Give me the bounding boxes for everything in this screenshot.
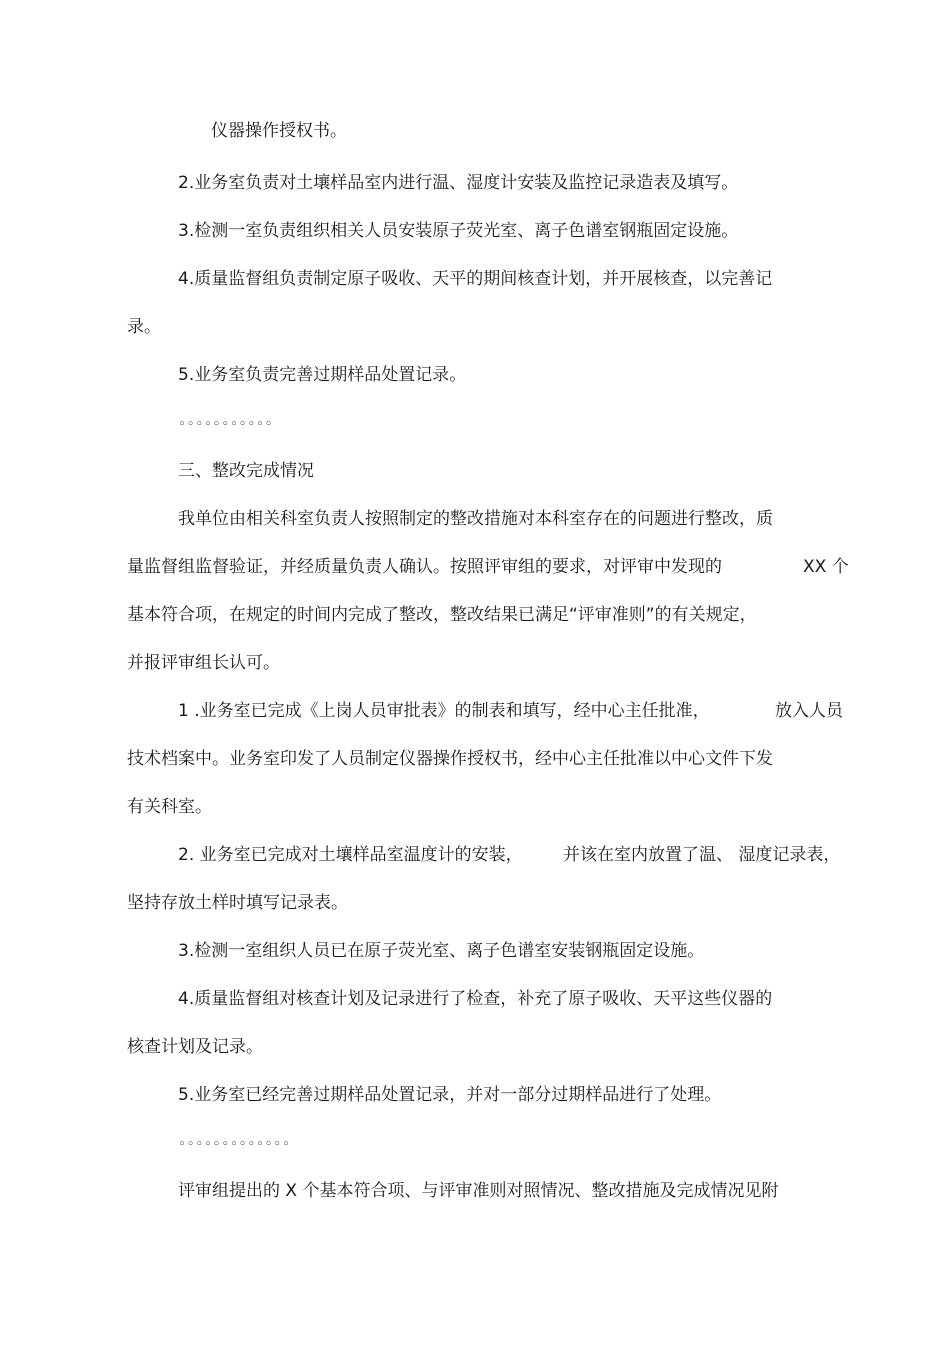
paragraph-line: 并报评审组长认可。 — [127, 653, 280, 673]
result-item-4: 4.质量监督组对核查计划及记录进行了检查，补充了原子吸收、天平这些仪器的 — [178, 989, 773, 1009]
result-item-2: 2. 业务室已完成对土壤样品室温度计的安装， — [178, 845, 523, 865]
measure-item-5: 5.业务室负责完善过期样品处置记录。 — [178, 365, 467, 385]
measure-item-4-cont: 录。 — [127, 317, 161, 337]
result-item-1-cont: 技术档案中。业务室印发了人员制定仪器操作授权书，经中心主任批准以中心文件下发 — [127, 749, 773, 769]
result-item-2-tail: 并该在室内放置了温、 湿度记录表， — [563, 845, 841, 865]
separator-dots: ◦◦◦◦◦◦◦◦◦◦◦◦◦ — [178, 1137, 291, 1152]
result-item-5: 5.业务室已经完善过期样品处置记录，并对一部分过期样品进行了处理。 — [178, 1085, 722, 1105]
paragraph-line: 基本符合项，在规定的时间内完成了整改，整改结果已满足“评审准则”的有关规定， — [127, 605, 757, 625]
paragraph-line-count: XX 个 — [803, 557, 849, 577]
line-authorization-letter: 仪器操作授权书。 — [211, 121, 347, 141]
result-item-3: 3.检测一室组织人员已在原子荧光室、离子色谱室安装钢瓶固定设施。 — [178, 941, 705, 961]
closing-line: 评审组提出的 X 个基本符合项、与评审准则对照情况、整改措施及完成情况见附 — [178, 1181, 779, 1201]
measure-item-4: 4.质量监督组负责制定原子吸收、天平的期间核查计划，并开展核查，以完善记 — [178, 269, 773, 289]
result-item-2-cont: 坚持存放土样时填写记录表。 — [127, 893, 348, 913]
result-item-1: 1 .业务室已完成《上岗人员审批表》的制表和填写，经中心主任批准， — [178, 701, 710, 721]
result-item-4-cont: 核查计划及记录。 — [127, 1037, 263, 1057]
measure-item-3: 3.检测一室负责组织相关人员安装原子荧光室、离子色谱室钢瓶固定设施。 — [178, 221, 739, 241]
paragraph-line: 量监督组监督验证，并经质量负责人确认。按照评审组的要求，对评审中发现的 — [127, 557, 722, 577]
section-heading: 三、整改完成情况 — [178, 461, 314, 481]
separator-dots: ◦◦◦◦◦◦◦◦◦◦◦ — [178, 417, 274, 432]
result-item-1-cont: 有关科室。 — [127, 797, 212, 817]
measure-item-2: 2.业务室负责对土壤样品室内进行温、湿度计安装及监控记录造表及填写。 — [178, 173, 739, 193]
result-item-1-tail: 放入人员 — [775, 701, 843, 721]
paragraph-line: 我单位由相关科室负责人按照制定的整改措施对本科室存在的问题进行整改，质 — [178, 509, 773, 529]
